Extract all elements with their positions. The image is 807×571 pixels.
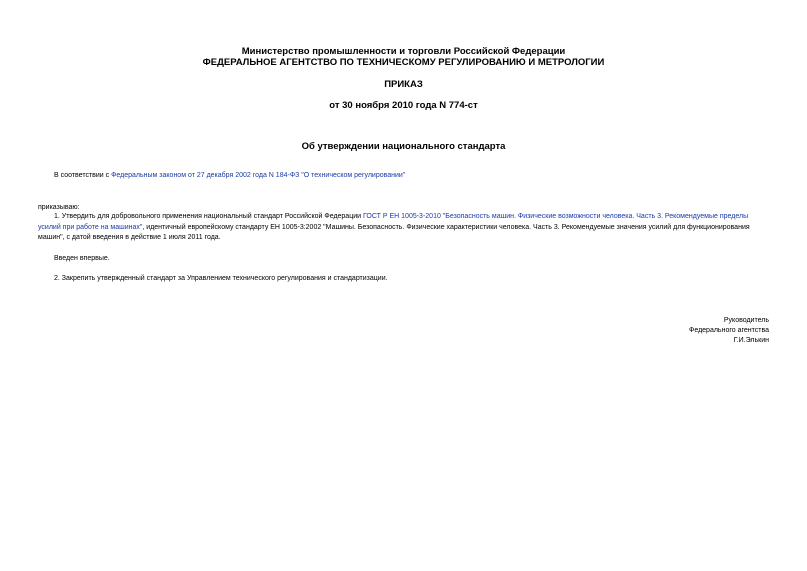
federal-law-link[interactable]: Федеральным законом от 27 декабря 2002 года N 184-ФЗ "О техническом регулировании" bbox=[111, 172, 406, 179]
ministry-title: Министерство промышленности и торговли Российской Федерации bbox=[241, 46, 566, 57]
signature-organization: Федерального агентства bbox=[689, 327, 769, 334]
order-word: приказываю: bbox=[38, 204, 80, 211]
document-type: ПРИКАЗ bbox=[384, 79, 423, 90]
signature-name: Г.И.Элькин bbox=[733, 337, 769, 344]
introduced-note: Введен впервые. bbox=[54, 255, 110, 262]
item-1-suffix: , идентичный европейскому стандарту ЕН 1005-3:2002 "Машины. Безопасность. Физические характеристики человека. Часть 3. Рекомендуемые значения усилий для функционирования машин", с датой введения в действие 1 июля 2011 года. bbox=[38, 223, 750, 241]
preamble bbox=[54, 171, 774, 182]
preamble-prefix: В соответствии с bbox=[54, 172, 112, 179]
item-1-prefix: 1. Утвердить для добровольного применения национальный стандарт Российской Федерации bbox=[54, 213, 363, 220]
item-2: 2. Закрепить утвержденный стандарт за Управлением технического регулирования и стандартизации. bbox=[54, 275, 388, 282]
document-date: от 30 ноября 2010 года N 774-ст bbox=[329, 100, 478, 111]
item-1 bbox=[38, 212, 771, 244]
gost-standard-link[interactable]: ГОСТ Р ЕН 1005-3-2010 "Безопасность машин. Физические возможности человека. Часть 3. Рекомендуемые пределы усилий при работе на машинах" bbox=[38, 213, 749, 231]
document-subject: Об утверждении национального стандарта bbox=[301, 141, 506, 152]
agency-title: ФЕДЕРАЛЬНОЕ АГЕНТСТВО ПО ТЕХНИЧЕСКОМУ РЕГУЛИРОВАНИЮ И МЕТРОЛОГИИ bbox=[202, 57, 605, 68]
signature-position: Руководитель bbox=[723, 317, 769, 324]
